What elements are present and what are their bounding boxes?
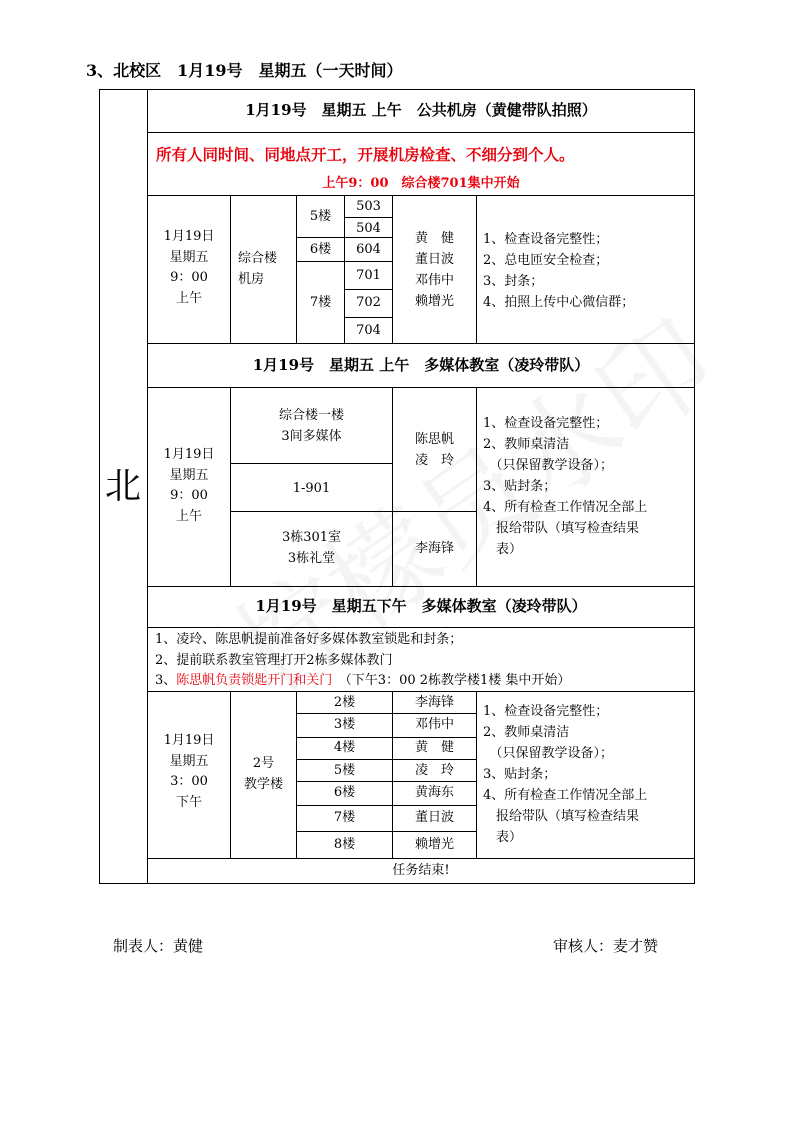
- section1-room: 704: [356, 323, 381, 338]
- section2-staff-2: 李海锋: [414, 541, 454, 556]
- section1-notice: 所有人同时间、同地点开工，开展机房检查、不细分到个人。: [156, 145, 575, 164]
- section1-date: 1月19日 星期五 9：00 上午: [163, 229, 215, 306]
- section3-staff: 黄 健: [414, 740, 454, 755]
- section1-room: 702: [356, 295, 381, 310]
- section1-room: 504: [356, 221, 381, 236]
- section1-floor-5: 5楼: [309, 209, 332, 224]
- section3-title: 1月19号 星期五下午 多媒体教室（凌玲带队）: [255, 597, 587, 615]
- section3-floor: 7楼: [333, 810, 356, 825]
- section3-place: 2号 教学楼: [243, 756, 283, 792]
- section2-location-1: 综合楼一楼 3间多媒体: [278, 408, 344, 444]
- section1-room: 503: [356, 199, 381, 214]
- section3-note-3-red: 陈思帆负责锁匙开门和关门: [176, 673, 333, 688]
- section3-staff: 李海锋: [414, 695, 454, 710]
- maker-label: 制表人：黄健: [113, 937, 204, 955]
- section3-staff: 赖增光: [414, 837, 454, 852]
- section2-location-2: 1-901: [292, 481, 331, 496]
- section2-location-3: 3栋301室 3栋礼堂: [281, 530, 342, 566]
- section1-tasks: 1、检查设备完整性； 2、总电匝安全检查； 3、封条； 4、拍照上传中心微信群；: [483, 232, 635, 310]
- section3-staff: 邓伟中: [414, 717, 454, 732]
- task-end: 任务结束!: [392, 863, 450, 878]
- section1-title: 1月19号 星期五 上午 公共机房（黄健带队拍照）: [245, 101, 597, 119]
- section2-staff-1: 陈思帆 凌 玲: [414, 432, 454, 468]
- section3-tasks: 1、检查设备完整性； 2、教师桌清洁 （只保留教学设备）； 3、贴封条； 4、所有检查工作情况全部上 报给带队（填写检查结果 表）: [483, 704, 648, 845]
- section3-note-1: 1、凌玲、陈思帆提前准备好多媒体教室锁匙和封条；: [155, 632, 463, 647]
- section3-staff: 董日波: [414, 810, 454, 825]
- section3-note-3: [155, 670, 570, 691]
- section1-floor-6: 6楼: [309, 242, 332, 257]
- reviewer-label: 审核人：麦才赞: [553, 937, 659, 955]
- section2-date: 1月19日 星期五 9：00 上午: [163, 447, 215, 524]
- section3-date: 1月19日 星期五 3：00 下午: [163, 733, 215, 810]
- page-heading: 3、北校区 1月19号 星期五（一天时间）: [86, 61, 403, 80]
- section3-floor: 2楼: [333, 695, 356, 710]
- schedule-table: [99, 89, 695, 884]
- section2-title: 1月19号 星期五 上午 多媒体教室（凌玲带队）: [252, 356, 590, 374]
- section1-staff: 黄 健 董日波 邓伟中 赖增光: [414, 231, 454, 309]
- section3-staff: 凌 玲: [414, 763, 454, 778]
- section3-staff: 黄海东: [414, 785, 454, 800]
- section3-floor: 4楼: [333, 740, 356, 755]
- section3-note-3-suffix: （下午3：00 2栋教学楼1楼 集中开始）: [332, 673, 571, 688]
- section3-floor: 3楼: [333, 717, 356, 732]
- section1-floor-7: 7楼: [309, 295, 332, 310]
- section3-floor: 8楼: [333, 837, 356, 852]
- section1-place: 综合楼 机房: [238, 251, 278, 287]
- section2-tasks: 1、检查设备完整性； 2、教师桌清洁 （只保留教学设备）； 3、贴封条； 4、所有检查工作情况全部上 报给带队（填写检查结果 表）: [483, 416, 648, 557]
- section1-room: 701: [356, 268, 381, 283]
- section3-note-3-prefix: 3、: [155, 673, 177, 688]
- section3-floor: 5楼: [333, 763, 356, 778]
- section3-note-2: 2、提前联系教室管理打开2栋多媒体教门: [155, 653, 393, 668]
- campus-label: 北: [104, 466, 141, 507]
- section1-start-time: 上午9：00 综合楼701集中开始: [322, 176, 520, 191]
- section3-floor: 6楼: [333, 785, 356, 800]
- section1-room: 604: [356, 242, 381, 257]
